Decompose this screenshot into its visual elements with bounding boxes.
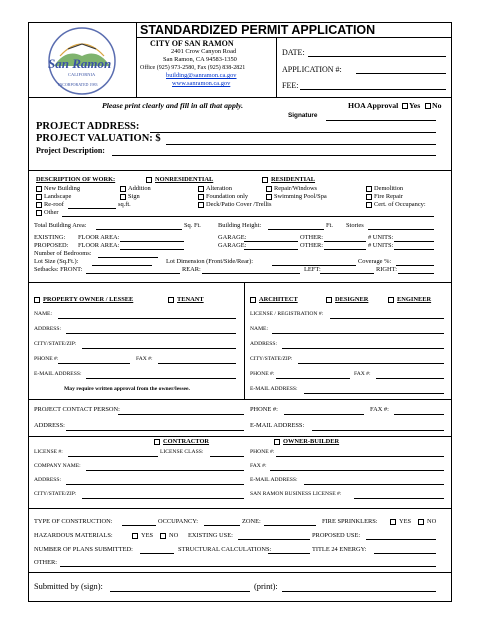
page-title: STANDARDIZED PERMIT APPLICATION xyxy=(140,23,376,37)
proposed-floor-label: FLOOR AREA: xyxy=(78,242,120,249)
total-area-label: Total Building Area: xyxy=(34,222,87,229)
arch-csz-label: CITY/STATE/ZIP: xyxy=(250,356,293,362)
hoa-no-label: No xyxy=(432,101,442,110)
logo-divider xyxy=(136,22,137,97)
zone-label: ZONE: xyxy=(242,518,261,525)
left-field[interactable] xyxy=(320,273,374,274)
new-building-checkbox[interactable] xyxy=(36,186,42,192)
fire-repair-checkbox[interactable] xyxy=(366,194,372,200)
existing-label: EXISTING: xyxy=(34,234,66,241)
lot-size-field[interactable] xyxy=(92,265,152,266)
contractor-address-field[interactable] xyxy=(66,484,244,485)
repair-windows-checkbox[interactable] xyxy=(266,186,272,192)
contact-fax-label: FAX #: xyxy=(370,406,389,413)
front-field[interactable] xyxy=(86,273,180,274)
contact-email-field[interactable] xyxy=(312,430,444,431)
hoa-yes-label: Yes xyxy=(409,101,421,110)
sprinklers-no-label: NO xyxy=(427,518,437,525)
res-label: RESIDENTIAL xyxy=(271,176,316,183)
arch-phone-label: PHONE #: xyxy=(250,371,275,377)
owner-architect-divider xyxy=(244,282,245,371)
proposed-units-field[interactable] xyxy=(394,249,434,250)
company-label: COMPANY NAME: xyxy=(34,463,81,469)
repair-windows-label: Repair/Windows xyxy=(274,185,318,192)
section-divider-5 xyxy=(28,508,452,509)
architect-heading: ARCHITECT xyxy=(259,296,298,303)
deck-checkbox[interactable] xyxy=(198,202,204,208)
plans-label: NUMBER OF PLANS SUBMITTED: xyxy=(34,546,133,553)
logo-text: San Ramon xyxy=(48,56,112,71)
section-divider-6 xyxy=(28,572,452,573)
cert-occupancy-label: Cert. of Occupancy: xyxy=(374,201,426,208)
work-heading: DESCRIPTION OF WORK: xyxy=(36,176,116,183)
contractor-address-label: ADDRESS: xyxy=(34,477,62,483)
contractor-phone-field[interactable] xyxy=(276,456,444,457)
contractor-class-field[interactable] xyxy=(210,456,244,457)
contact-address-label: ADDRESS: xyxy=(34,422,65,429)
demolition-label: Demolition xyxy=(374,185,404,192)
nonres-label: NONRESIDENTIAL xyxy=(155,176,214,183)
setbacks-label: Setbacks: FRONT: xyxy=(34,266,83,273)
engineer-checkbox[interactable] xyxy=(388,297,394,303)
hoa-yes-checkbox[interactable] xyxy=(402,103,408,109)
header-bottom xyxy=(28,97,452,98)
city-phone: Office (925) 973-2580, Fax (925) 838-2821 xyxy=(140,65,246,71)
existing-other-field[interactable] xyxy=(324,241,366,242)
hoa-label: HOA Approval xyxy=(348,101,399,110)
owner-builder-heading: OWNER-BUILDER xyxy=(283,438,340,445)
owner-architect-divider-lower xyxy=(244,371,245,399)
logo-ring: INCORPORATED 1983 xyxy=(58,82,98,87)
section-divider-2 xyxy=(28,282,452,283)
addition-label: Addition xyxy=(128,185,151,192)
proposed-garage-label: GARAGE: xyxy=(218,242,247,249)
contractor-phone-label: PHONE #: xyxy=(250,449,275,455)
coverage-field[interactable] xyxy=(396,265,434,266)
right-field[interactable] xyxy=(398,273,434,274)
contractor-fax-label: FAX #: xyxy=(250,463,267,469)
sqft-unit: Sq. Ft. xyxy=(184,222,201,229)
company-field[interactable] xyxy=(86,470,244,471)
res-checkbox[interactable] xyxy=(262,177,268,183)
arch-email-label: E-MAIL ADDRESS: xyxy=(250,386,298,392)
arch-fax-field[interactable] xyxy=(376,378,444,379)
reroof-label: Re-roof xyxy=(44,201,64,208)
addition-checkbox[interactable] xyxy=(120,186,126,192)
existing-garage-label: GARAGE: xyxy=(218,234,247,241)
total-area-field[interactable] xyxy=(96,229,182,230)
fee-label: FEE: xyxy=(282,81,299,90)
structural-label: STRUCTURAL CALCULATIONS: xyxy=(178,546,272,553)
pool-checkbox[interactable] xyxy=(266,194,272,200)
other-checkbox[interactable] xyxy=(36,210,42,216)
owner-fax-field[interactable] xyxy=(158,363,236,364)
owner-builder-checkbox[interactable] xyxy=(274,439,280,445)
contractor-heading: CONTRACTOR xyxy=(163,438,210,445)
contact-person-label: PROJECT CONTACT PERSON: xyxy=(34,406,120,413)
hazardous-yes-checkbox[interactable] xyxy=(132,533,138,539)
contractor-fax-field[interactable] xyxy=(270,470,444,471)
proposed-other-field[interactable] xyxy=(324,249,366,250)
owner-address-field[interactable] xyxy=(66,333,236,334)
header-divider xyxy=(136,37,452,38)
sprinklers-yes-checkbox[interactable] xyxy=(390,519,396,525)
contact-email-label: E-MAIL ADDRESS: xyxy=(250,422,305,429)
city-logo xyxy=(36,26,128,96)
hazardous-no-checkbox[interactable] xyxy=(160,533,166,539)
proposed-use-label: PROPOSED USE: xyxy=(312,532,361,539)
stories-field[interactable] xyxy=(368,229,434,230)
hazardous-yes-label: YES xyxy=(141,532,154,539)
sign-label: Sign xyxy=(128,193,140,200)
owner-phone-label: PHONE #: xyxy=(34,356,59,362)
existing-use-field[interactable] xyxy=(238,539,310,540)
rear-field[interactable] xyxy=(202,273,300,274)
foundation-label: Foundation only xyxy=(206,193,249,200)
contact-phone-label: PHONE #: xyxy=(250,406,278,413)
alteration-checkbox[interactable] xyxy=(198,186,204,192)
arch-csz-field[interactable] xyxy=(298,363,444,364)
deck-label: Deck/Patio Cover /Trellis xyxy=(206,201,272,208)
alteration-label: Alteration xyxy=(206,185,232,192)
project-description-field[interactable] xyxy=(112,155,436,156)
occupancy-label: OCCUPANCY: xyxy=(158,518,199,525)
section-divider-3 xyxy=(28,399,452,400)
submitted-sign-field[interactable] xyxy=(110,591,250,592)
proposed-use-field[interactable] xyxy=(366,539,436,540)
contractor-checkbox[interactable] xyxy=(154,439,160,445)
other-field[interactable] xyxy=(62,216,434,217)
construction-type-label: TYPE OF CONSTRUCTION: xyxy=(34,518,113,525)
owner-note: May require written approval from the owner/lessee. xyxy=(64,386,190,392)
rear-label: REAR: xyxy=(182,266,201,273)
reroof-field[interactable] xyxy=(68,208,116,209)
arch-name-field[interactable] xyxy=(272,333,444,334)
arch-email-field[interactable] xyxy=(304,393,444,394)
owner-csz-label: CITY/STATE/ZIP: xyxy=(34,341,77,347)
submitted-sign-label: Submitted by (sign): xyxy=(34,582,103,591)
owner-email-field[interactable] xyxy=(86,378,236,379)
sprinklers-yes-label: YES xyxy=(399,518,412,525)
contact-person-field[interactable] xyxy=(118,414,244,415)
arch-license-field[interactable] xyxy=(330,318,444,319)
existing-units-label: # UNITS: xyxy=(368,234,394,241)
foundation-checkbox[interactable] xyxy=(198,194,204,200)
contractor-csz-field[interactable] xyxy=(82,498,244,499)
contractor-email-field[interactable] xyxy=(304,484,444,485)
height-label: Building Height: xyxy=(218,222,262,229)
arch-fax-label: FAX #: xyxy=(354,371,371,377)
sprinklers-label: FIRE SPRINKLERS: xyxy=(322,518,378,525)
business-license-field[interactable] xyxy=(354,498,444,499)
arch-name-label: NAME: xyxy=(250,326,269,332)
fire-repair-label: Fire Repair xyxy=(374,193,403,200)
plans-field[interactable] xyxy=(140,553,174,554)
arch-license-label: LICENSE / REGISTRATION #: xyxy=(250,311,324,317)
hazardous-no-label: NO xyxy=(169,532,179,539)
office-divider xyxy=(276,37,277,97)
other-construction-field[interactable] xyxy=(60,566,436,567)
date-field[interactable] xyxy=(308,56,446,57)
contact-fax-field[interactable] xyxy=(394,414,444,415)
existing-garage-field[interactable] xyxy=(244,241,298,242)
other-label: Other xyxy=(44,209,59,216)
owner-heading: PROPERTY OWNER / LESSEE xyxy=(43,296,134,303)
owner-address-label: ADDRESS: xyxy=(34,326,62,332)
arch-address-label: ADDRESS: xyxy=(250,341,278,347)
existing-other-label: OTHER: xyxy=(300,234,324,241)
owner-csz-field[interactable] xyxy=(82,348,236,349)
left-label: LEFT: xyxy=(304,266,321,273)
owner-name-field[interactable] xyxy=(58,318,236,319)
lot-size-label: Lot Size (Sq.Ft.): xyxy=(34,258,79,265)
existing-use-label: EXISTING USE: xyxy=(188,532,233,539)
designer-checkbox[interactable] xyxy=(326,297,332,303)
city-name: CITY OF SAN RAMON xyxy=(150,39,234,48)
city-addr1: 2401 Crow Canyon Road xyxy=(171,48,237,55)
sqft-label: sq.ft. xyxy=(118,201,131,208)
section-divider-4 xyxy=(28,436,452,437)
tenant-checkbox[interactable] xyxy=(168,297,174,303)
pool-label: Swimming Pool/Spa xyxy=(274,193,327,200)
title24-field[interactable] xyxy=(374,553,436,554)
proposed-units-label: # UNITS: xyxy=(368,242,394,249)
signature-field[interactable] xyxy=(326,120,436,121)
application-label: APPLICATION #: xyxy=(282,65,342,74)
fee-field[interactable] xyxy=(300,89,446,90)
contractor-csz-label: CITY/STATE/ZIP: xyxy=(34,491,77,497)
existing-floor-field[interactable] xyxy=(120,241,184,242)
proposed-other-label: OTHER: xyxy=(300,242,324,249)
city-addr2: San Ramon, CA 94583-1350 xyxy=(163,56,237,63)
ft-unit: Ft. xyxy=(326,222,333,229)
lot-dimension-label: Lot Dimension (Front/Side/Rear): xyxy=(166,258,253,265)
other-construction-label: OTHER: xyxy=(34,559,58,566)
print-notice: Please print clearly and fill in all that apply. xyxy=(102,101,244,110)
contact-phone-field[interactable] xyxy=(284,414,364,415)
demolition-checkbox[interactable] xyxy=(366,186,372,192)
contractor-license-field[interactable] xyxy=(68,456,158,457)
signature-label: Signature xyxy=(288,112,318,119)
engineer-heading: ENGINEER xyxy=(397,296,432,303)
sign-checkbox[interactable] xyxy=(120,194,126,200)
hazardous-label: HAZARDOUS MATERIALS: xyxy=(34,532,113,539)
proposed-floor-field[interactable] xyxy=(120,249,184,250)
owner-phone-field[interactable] xyxy=(58,363,130,364)
contact-address-field[interactable] xyxy=(66,430,244,431)
coverage-label: Coverage %: xyxy=(358,258,392,265)
project-address-label: PROJECT ADDRESS: xyxy=(36,121,140,132)
proposed-garage-field[interactable] xyxy=(244,249,298,250)
contractor-class-label: LICENSE CLASS: xyxy=(160,449,204,455)
contractor-email-label: E-MAIL ADDRESS: xyxy=(250,477,298,483)
tenant-heading: TENANT xyxy=(177,296,204,303)
existing-units-field[interactable] xyxy=(394,241,434,242)
hoa-no-checkbox[interactable] xyxy=(425,103,431,109)
bedrooms-field[interactable] xyxy=(98,257,158,258)
submitted-print-label: (print): xyxy=(254,582,278,591)
city-web-link[interactable]: www.sanramon.ca.gov xyxy=(172,80,231,87)
contractor-license-label: LICENSE #: xyxy=(34,449,63,455)
designer-heading: DESIGNER xyxy=(335,296,369,303)
section-divider-1 xyxy=(28,170,452,171)
logo-sub: CALIFORNIA xyxy=(68,72,96,77)
height-field[interactable] xyxy=(268,229,324,230)
nonres-checkbox[interactable] xyxy=(146,177,152,183)
occupancy-field[interactable] xyxy=(204,525,240,526)
right-label: RIGHT: xyxy=(376,266,397,273)
existing-floor-label: FLOOR AREA: xyxy=(78,234,120,241)
sprinklers-no-checkbox[interactable] xyxy=(418,519,424,525)
submitted-print-field[interactable] xyxy=(282,591,436,592)
owner-name-label: NAME: xyxy=(34,311,53,317)
stories-label: Stories xyxy=(346,222,364,229)
proposed-label: PROPOSED: xyxy=(34,242,69,249)
structural-field[interactable] xyxy=(268,553,310,554)
business-license-label: SAN RAMON BUSINESS LICENSE #: xyxy=(250,491,342,497)
construction-type-field[interactable] xyxy=(122,525,156,526)
reroof-checkbox[interactable] xyxy=(36,202,42,208)
architect-checkbox[interactable] xyxy=(250,297,256,303)
arch-address-field[interactable] xyxy=(282,348,444,349)
project-address-field[interactable] xyxy=(150,132,436,133)
new-building-label: New Building xyxy=(44,185,81,192)
project-valuation-label: PROJECT VALUATION: $ xyxy=(36,133,161,144)
owner-checkbox[interactable] xyxy=(34,297,40,303)
bedrooms-label: Number of Bedrooms: xyxy=(34,250,92,257)
arch-phone-field[interactable] xyxy=(276,378,350,379)
city-email-link[interactable]: building@sanramon.ca.gov xyxy=(166,72,237,79)
cert-occupancy-checkbox[interactable] xyxy=(366,202,372,208)
landscape-label: Landscape xyxy=(44,193,72,200)
project-valuation-field[interactable] xyxy=(166,144,436,145)
application-field[interactable] xyxy=(356,73,446,74)
title24-label: TITLE 24 ENERGY: xyxy=(312,546,367,553)
zone-field[interactable] xyxy=(264,525,316,526)
landscape-checkbox[interactable] xyxy=(36,194,42,200)
owner-fax-label: FAX #: xyxy=(136,356,153,362)
project-description-label: Project Description: xyxy=(36,146,105,155)
date-label: DATE: xyxy=(282,48,305,57)
owner-email-label: E-MAIL ADDRESS: xyxy=(34,371,82,377)
